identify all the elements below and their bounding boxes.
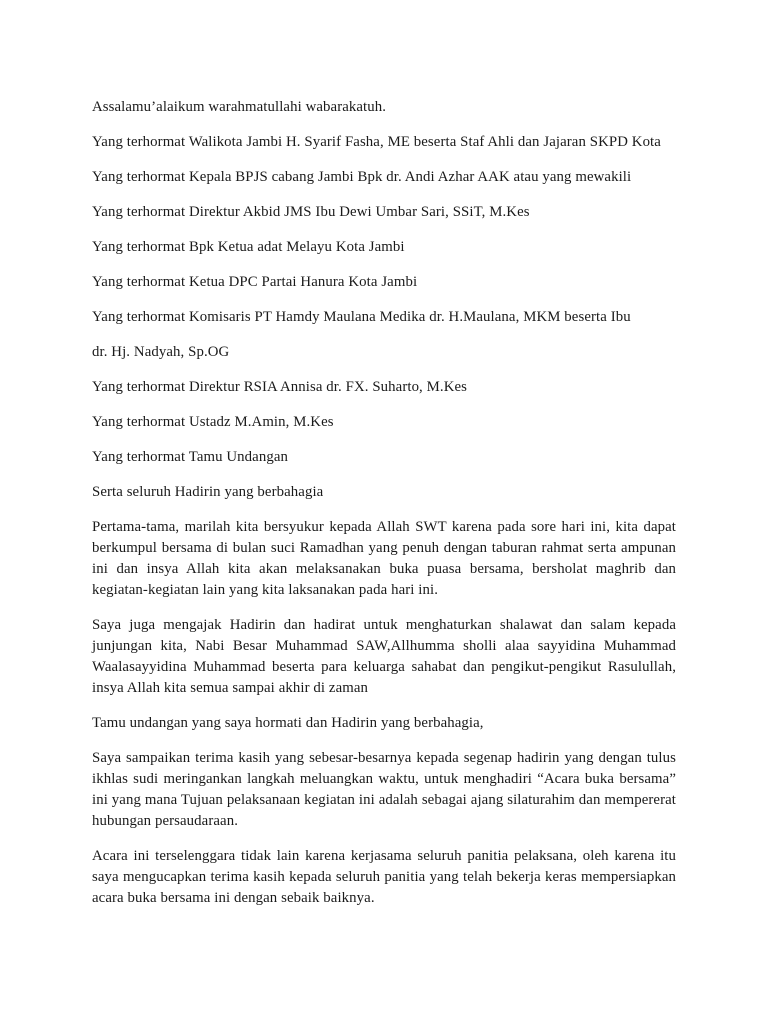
- paragraph-syukur: Pertama-tama, marilah kita bersyukur kepada Allah SWT karena pada sore hari ini, kita dapat berkumpul bersama di bulan suci Ramadhan yang penuh dengan taburan rahmat serta ampunan ini dan insya Allah kita akan melaksanakan buka puasa bersama, bersholat maghrib dan kegiatan-kegiatan lain yang kita laksanakan pada hari ini.: [92, 519, 676, 598]
- paragraph-salutation-opening: Assalamu’alaikum warahmatullahi wabarakatuh.: [92, 99, 387, 115]
- paragraph-honoree-bpjs: Yang terhormat Kepala BPJS cabang Jambi Bpk dr. Andi Azhar AAK atau yang mewakili: [92, 169, 632, 185]
- paragraph-shalawat: Saya juga mengajak Hadirin dan hadirat untuk menghaturkan shalawat dan salam kepada junjungan kita, Nabi Besar Muhammad SAW,Allhumma sholli alaa sayyidina Muhammad Waalasayyidina Muhammad beserta para keluarga sahabat dan pengikut-pengikut Rasulullah, insya Allah kita semua sampai akhir di zaman: [92, 617, 676, 696]
- paragraph-honoree-ketua-adat: Yang terhormat Bpk Ketua adat Melayu Kota Jambi: [92, 239, 405, 255]
- paragraph-honoree-akbid: Yang terhormat Direktur Akbid JMS Ibu Dewi Umbar Sari, SSiT, M.Kes: [92, 204, 530, 220]
- paragraph-honoree-komisaris-istri: dr. Hj. Nadyah, Sp.OG: [92, 344, 230, 360]
- paragraph-honoree-walikota: Yang terhormat Walikota Jambi H. Syarif Fasha, ME beserta Staf Ahli dan Jajaran SKPD Kota: [92, 134, 661, 150]
- paragraph-honoree-ustadz: Yang terhormat Ustadz M.Amin, M.Kes: [92, 414, 334, 430]
- paragraph-honoree-hadirin: Serta seluruh Hadirin yang berbahagia: [92, 484, 324, 500]
- paragraph-honoree-tamu-undangan: Yang terhormat Tamu Undangan: [92, 449, 289, 465]
- paragraph-honoree-komisaris: Yang terhormat Komisaris PT Hamdy Maulana Medika dr. H.Maulana, MKM beserta Ibu: [92, 309, 631, 325]
- paragraph-honoree-rsia: Yang terhormat Direktur RSIA Annisa dr. FX. Suharto, M.Kes: [92, 379, 468, 395]
- paragraph-honoree-dpc-hanura: Yang terhormat Ketua DPC Partai Hanura Kota Jambi: [92, 274, 418, 290]
- paragraph-terima-kasih-hadirin: Saya sampaikan terima kasih yang sebesar-besarnya kepada segenap hadirin yang dengan tulus ikhlas sudi meringankan langkah meluangkan waktu, untuk menghadiri “Acara buka bersama” ini yang mana Tujuan pelaksanaan kegiatan ini adalah sebagai ajang silaturahim dan mempererat hubungan persaudaraan.: [92, 750, 676, 829]
- paragraph-sapaan-tamu: Tamu undangan yang saya hormati dan Hadirin yang berbahagia,: [92, 715, 484, 731]
- paragraph-terima-kasih-panitia: Acara ini terselenggara tidak lain karena kerjasama seluruh panitia pelaksana, oleh karena itu saya mengucapkan terima kasih kepada seluruh panitia yang telah bekerja keras mempersiapkan acara buka bersama ini dengan sebaik baiknya.: [92, 848, 676, 906]
